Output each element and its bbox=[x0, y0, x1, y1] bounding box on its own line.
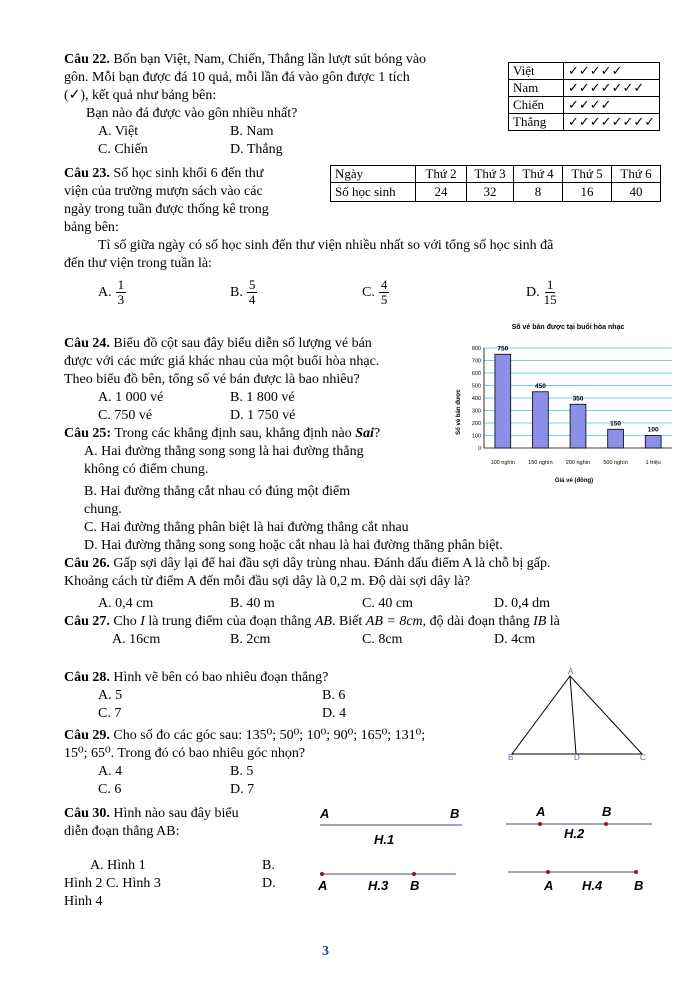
q30-row3: Hình 4 bbox=[64, 894, 103, 909]
q22-line2: gôn. Mỗi bạn được đá 10 quả, mỗi lần đá vào gôn được 1 tích bbox=[64, 70, 410, 85]
table-header: Thứ 3 bbox=[467, 166, 514, 183]
page-number: 3 bbox=[322, 944, 329, 959]
q24-option-b[interactable]: B. 1 800 vé bbox=[230, 390, 295, 405]
q23-line3: ngày trong tuần được thống kê trong bbox=[64, 202, 269, 217]
q25-option-a-line2: không có điểm chung. bbox=[84, 462, 209, 477]
point-label-b: B bbox=[450, 806, 460, 821]
q26-option-a[interactable]: A. 0,4 cm bbox=[98, 596, 154, 611]
q30-line1: Câu 30. Hình nào sau đây biểu bbox=[64, 806, 239, 821]
table-row bbox=[509, 114, 660, 131]
q23-option-c[interactable]: C. $\frac{4}{5}$ bbox=[362, 277, 388, 308]
figure-h2 bbox=[504, 804, 654, 848]
q23-option-a[interactable]: A. $\frac{1}{3}$ bbox=[98, 277, 125, 308]
q24-option-d[interactable]: D. 1 750 vé bbox=[230, 408, 296, 423]
chart-data-label: 450 bbox=[534, 382, 546, 390]
q25-option-a-line1[interactable]: A. Hai đường thẳng song song là hai đường thẳng bbox=[84, 444, 364, 459]
q28-option-a[interactable]: A. 5 bbox=[98, 688, 123, 703]
q22-question: Bạn nào đá được vào gôn nhiều nhất? bbox=[86, 106, 298, 121]
table-row bbox=[331, 166, 661, 183]
q22-option-a[interactable]: A. Việt bbox=[98, 124, 139, 139]
q27-option-d[interactable]: D. 4cm bbox=[494, 632, 536, 647]
chart-y-tick-label: 200 bbox=[471, 421, 481, 427]
chart-bar bbox=[645, 436, 661, 449]
q28-option-c[interactable]: C. 7 bbox=[98, 706, 122, 721]
point-label-a: A bbox=[544, 878, 554, 893]
q24-option-c[interactable]: C. 750 vé bbox=[98, 408, 153, 423]
q30-line2: diễn đoạn thẳng AB: bbox=[64, 824, 180, 839]
q26-option-d[interactable]: D. 0,4 dm bbox=[494, 596, 550, 611]
figure-label: H.4 bbox=[582, 878, 603, 893]
table-cell: ✓✓✓✓✓✓✓✓ bbox=[564, 114, 660, 131]
chart-bar bbox=[570, 404, 586, 448]
point-a-dot bbox=[320, 872, 324, 876]
q25-option-d[interactable]: D. Hai đường thẳng song song hoặc cắt nhau là hai đường thẳng phân biệt. bbox=[84, 538, 503, 553]
chart-y-tick-label: 800 bbox=[471, 346, 481, 352]
table-header: Ngày bbox=[331, 166, 416, 183]
chart-y-tick-label: 400 bbox=[471, 396, 481, 402]
table-row bbox=[509, 80, 660, 97]
chart-title: Số vé bán được tại buổi hòa nhạc bbox=[511, 324, 625, 331]
point-label-c: C bbox=[640, 753, 646, 762]
table-cell: 8 bbox=[514, 183, 563, 202]
chart-bar bbox=[495, 354, 511, 448]
point-label-a: A bbox=[318, 878, 328, 893]
chart-x-tick-label: 100 nghìn bbox=[490, 460, 516, 466]
table-header: Thứ 2 bbox=[416, 166, 467, 183]
point-label-b: B bbox=[634, 878, 644, 893]
q22-option-b[interactable]: B. Nam bbox=[230, 124, 274, 139]
q27-option-b[interactable]: B. 2cm bbox=[230, 632, 271, 647]
q28-text: Câu 28. Hình vẽ bên có bao nhiêu đoạn thẳng? bbox=[64, 670, 329, 685]
table-header: Thứ 5 bbox=[563, 166, 612, 183]
q23-line2: viện của trường mượn sách vào các bbox=[64, 184, 263, 199]
table-cell: Thắng bbox=[509, 114, 564, 131]
point-label-a: A bbox=[536, 804, 546, 819]
point-label-a: A bbox=[568, 667, 574, 676]
q27-option-c[interactable]: C. 8cm bbox=[362, 632, 403, 647]
ticket-sales-chart bbox=[450, 320, 682, 488]
q28-triangle-figure bbox=[500, 664, 660, 768]
q28-option-d[interactable]: D. 4 bbox=[322, 706, 347, 721]
q23-option-b[interactable]: B. $\frac{5}{4}$ bbox=[230, 277, 256, 308]
q26-option-b[interactable]: B. 40 m bbox=[230, 596, 275, 611]
figure-h3 bbox=[316, 866, 466, 900]
q29-option-b[interactable]: B. 5 bbox=[230, 764, 254, 779]
table-row bbox=[509, 97, 660, 114]
q23-question2: đến thư viện trong tuần là: bbox=[64, 256, 212, 271]
q23-library-table bbox=[330, 165, 661, 202]
q30-row2: Hình 2 C. Hình 3 bbox=[64, 876, 161, 891]
q22-line3: (✓), kết quả như bảng bên: bbox=[64, 88, 217, 103]
point-label-a: A bbox=[320, 806, 330, 821]
chart-x-tick-label: 1 triệu bbox=[645, 460, 661, 466]
q29-option-a[interactable]: A. 4 bbox=[98, 764, 123, 779]
chart-data-label: 150 bbox=[610, 420, 622, 428]
table-cell: 24 bbox=[416, 183, 467, 202]
q30-option-d[interactable]: D. bbox=[262, 876, 276, 891]
q22-line1: Câu 22. Bốn bạn Việt, Nam, Chiến, Thắng lần lượt sút bóng vào bbox=[64, 52, 427, 67]
table-row bbox=[509, 63, 660, 80]
figure-h1 bbox=[316, 804, 466, 848]
point-a-dot bbox=[546, 870, 550, 874]
q24-option-a[interactable]: A. 1 000 vé bbox=[98, 390, 164, 405]
table-cell: Số học sinh bbox=[331, 183, 416, 202]
q30-option-b[interactable]: B. bbox=[262, 858, 275, 873]
q24-line3: Theo biểu đồ bên, tổng số vé bán được là bao nhiêu? bbox=[64, 372, 360, 387]
q26-line2: Khoảng cách từ điểm A đến mỗi đầu sợi dây là 0,2 m. Độ dài sợi dây là? bbox=[64, 574, 471, 589]
q26-option-c[interactable]: C. 40 cm bbox=[362, 596, 413, 611]
q27-stem: Câu 27. Cho I là trung điểm của đoạn thẳng AB. Biết AB = 8cm, độ dài đoạn thẳng IB là bbox=[64, 614, 560, 629]
table-cell: Việt bbox=[509, 63, 564, 80]
point-label-b: B bbox=[602, 804, 612, 819]
chart-x-tick-label: 150 nghìn bbox=[528, 460, 553, 466]
q24-line2: được với các mức giá khác nhau của một buổi hòa nhạc. bbox=[64, 354, 380, 369]
point-b-dot bbox=[412, 872, 416, 876]
point-label-b: B bbox=[508, 753, 514, 762]
table-cell: Chiến bbox=[509, 97, 564, 114]
chart-bar bbox=[533, 392, 549, 448]
q25-stem: Câu 25: Trong các khẳng định sau, khẳng định nào Sai? bbox=[64, 426, 381, 441]
q26-line1: Câu 26. Gấp sợi dây lại để hai đầu sợi dây trùng nhau. Đánh dấu điểm A là chỗ bị gấp. bbox=[64, 556, 551, 571]
figure-h4 bbox=[504, 864, 654, 898]
chart-y-tick-label: 600 bbox=[471, 371, 481, 377]
q30-option-a[interactable]: A. Hình 1 bbox=[90, 858, 146, 873]
chart-y-tick-label: 700 bbox=[471, 358, 481, 365]
q23-line4: bảng bên: bbox=[64, 220, 119, 235]
q25-option-b-line2: chung. bbox=[84, 502, 122, 517]
triangle-abc bbox=[512, 676, 642, 754]
chart-data-label: 750 bbox=[497, 345, 509, 353]
table-cell: ✓✓✓✓✓✓✓ bbox=[564, 80, 660, 97]
chart-y-tick-label: 500 bbox=[471, 383, 481, 390]
point-label-d: D bbox=[574, 753, 580, 762]
segment-ad bbox=[570, 676, 576, 754]
chart-y-tick-label: 300 bbox=[471, 408, 481, 415]
q28-option-b[interactable]: B. 6 bbox=[322, 688, 346, 703]
table-header: Thứ 4 bbox=[514, 166, 563, 183]
q29-line1: Câu 29. Cho số đo các góc sau: 135⁰; 50⁰; 10⁰; 90⁰; 165⁰; 131⁰; bbox=[64, 728, 426, 743]
q22-tick-table bbox=[508, 62, 660, 131]
chart-y-tick-label: 0 bbox=[477, 446, 481, 452]
q23-question1: Tỉ số giữa ngày có số học sinh đến thư viện nhiều nhất so với tổng số học sinh đã bbox=[98, 238, 554, 253]
table-cell: Nam bbox=[509, 80, 564, 97]
q23-option-d[interactable]: D. $\frac{1}{15}$ bbox=[526, 277, 557, 308]
chart-x-tick-label: 200 nghìn bbox=[565, 460, 591, 466]
q24-line1: Câu 24. Biểu đồ cột sau đây biểu diễn số lượng vé bán bbox=[64, 336, 372, 351]
point-a-dot bbox=[538, 822, 542, 826]
chart-data-label: 350 bbox=[572, 395, 584, 403]
table-cell: ✓✓✓✓ bbox=[564, 97, 660, 114]
q22-option-c[interactable]: C. Chiến bbox=[98, 142, 148, 157]
chart-y-tick-label: 100 bbox=[471, 433, 481, 440]
q29-line2: 15⁰; 65⁰. Trong đó có bao nhiêu góc nhọn? bbox=[64, 746, 306, 761]
point-label-b: B bbox=[410, 878, 420, 893]
table-cell: 40 bbox=[612, 183, 661, 202]
chart-x-axis-label: Giá vé (đồng) bbox=[554, 478, 594, 484]
chart-data-label: 100 bbox=[647, 426, 659, 434]
table-cell: 16 bbox=[563, 183, 612, 202]
table-row bbox=[331, 183, 661, 202]
q22-option-d[interactable]: D. Thắng bbox=[230, 142, 283, 157]
q25-option-b-line1[interactable]: B. Hai đường thẳng cắt nhau có đúng một điểm bbox=[84, 484, 351, 499]
q29-option-c[interactable]: C. 6 bbox=[98, 782, 122, 797]
q23-line1: Câu 23. Số học sinh khối 6 đến thư bbox=[64, 166, 264, 181]
q25-option-c[interactable]: C. Hai đường thẳng phân biệt là hai đường thẳng cắt nhau bbox=[84, 520, 409, 535]
figure-label: H.2 bbox=[564, 826, 585, 841]
table-header: Thứ 6 bbox=[612, 166, 661, 183]
table-cell: ✓✓✓✓✓ bbox=[564, 63, 660, 80]
figure-label: H.1 bbox=[374, 832, 395, 847]
q27-option-a[interactable]: A. 16cm bbox=[112, 632, 161, 647]
table-cell: 32 bbox=[467, 183, 514, 202]
q29-option-d[interactable]: D. 7 bbox=[230, 782, 255, 797]
chart-y-axis-label: Số vé bán được bbox=[456, 389, 462, 435]
point-b-dot bbox=[604, 822, 608, 826]
chart-x-tick-label: 500 nghìn bbox=[603, 460, 628, 466]
figure-label: H.3 bbox=[368, 878, 389, 893]
point-b-dot bbox=[634, 870, 638, 874]
chart-bar bbox=[608, 429, 624, 448]
